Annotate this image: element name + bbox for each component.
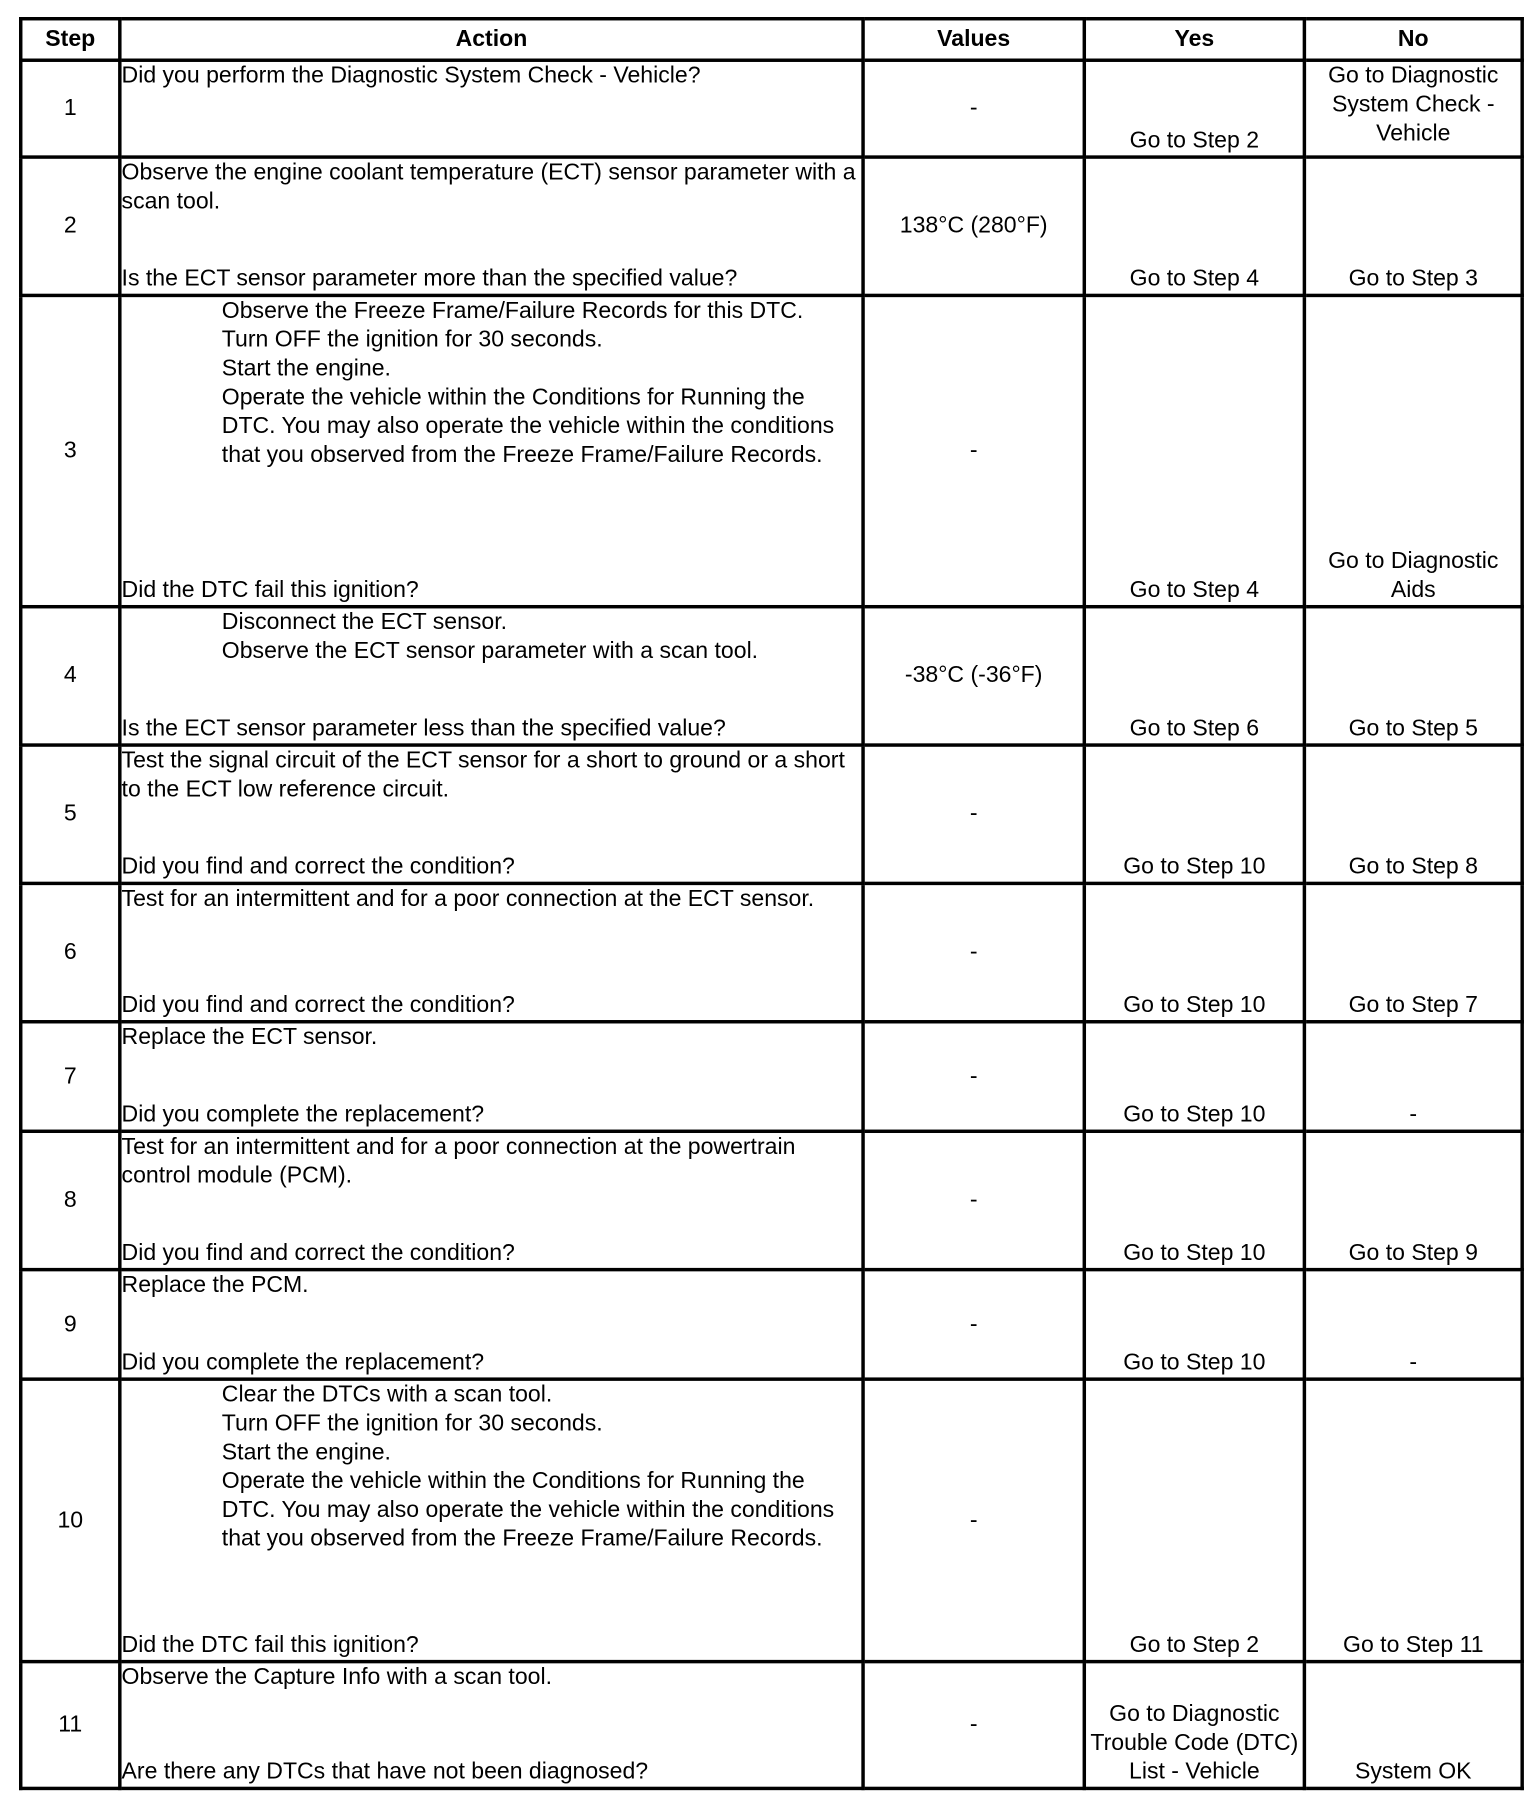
action-instructions	[122, 1133, 862, 1191]
action-question: Did you find and correct the condition?	[121, 854, 515, 880]
action-content	[122, 1133, 862, 1268]
value-cell: -	[863, 1379, 1084, 1661]
header-yes: Yes	[1084, 19, 1304, 61]
action-question: Did the DTC fail this ignition?	[121, 577, 419, 603]
yes-cell: Go to Step 2	[1084, 1379, 1304, 1661]
step-number: 5	[21, 745, 120, 883]
action-content	[122, 1271, 862, 1377]
step-number: 2	[21, 157, 120, 295]
value-cell: -	[863, 1022, 1084, 1132]
action-instruction-line: Observe the Capture Info with a scan tool.	[121, 1664, 552, 1690]
step-number: 9	[21, 1270, 120, 1380]
diagnostic-table	[19, 17, 1524, 1790]
action-cell	[120, 745, 863, 883]
action-cell	[120, 1270, 863, 1380]
action-instructions	[122, 1271, 862, 1300]
step-number: 10	[21, 1379, 120, 1661]
action-question: Is the ECT sensor parameter less than the specified value?	[121, 715, 726, 742]
table-row	[21, 1379, 1522, 1661]
action-question: Did you complete the replacement?	[121, 1101, 485, 1128]
value-cell: -	[863, 745, 1084, 883]
no-cell: Go to Diagnostic Aids	[1304, 295, 1522, 606]
header-step: Step	[21, 19, 120, 61]
action-content	[122, 885, 862, 1020]
header-no: No	[1304, 19, 1522, 61]
table-row	[21, 60, 1522, 157]
action-cell	[120, 607, 863, 745]
action-question: Did you find and correct the condition?	[121, 1240, 515, 1266]
table-header	[21, 19, 1522, 61]
action-cell	[120, 1662, 863, 1789]
action-instruction-line: Test the signal circuit of the ECT sensor for a short to ground or a short to the ECT low reference circuit.	[121, 747, 845, 803]
action-question: Did you complete the replacement?	[121, 1349, 485, 1376]
table-row	[21, 1022, 1522, 1132]
value-cell: -	[863, 60, 1084, 157]
table-row	[21, 295, 1522, 606]
action-instructions	[122, 159, 862, 217]
table-row	[21, 157, 1522, 295]
action-content	[122, 159, 862, 294]
yes-cell: Go to Step 10	[1084, 883, 1304, 1021]
step-number: 7	[21, 1022, 120, 1132]
action-cell	[120, 295, 863, 606]
action-content	[122, 1663, 862, 1786]
action-instruction-line: Clear the DTCs with a scan tool.	[221, 1382, 553, 1408]
no-cell: Go to Step 8	[1304, 745, 1522, 883]
yes-cell: Go to Step 4	[1084, 295, 1304, 606]
no-cell: -	[1304, 1022, 1522, 1132]
step-number: 4	[21, 607, 120, 745]
action-cell	[120, 60, 863, 157]
step-number: 3	[21, 295, 120, 606]
table-row	[21, 745, 1522, 883]
yes-cell: Go to Diagnostic Trouble Code (DTC) List - Vehicle	[1084, 1662, 1304, 1789]
action-instruction-line: Replace the PCM.	[121, 1272, 309, 1298]
no-cell: Go to Step 5	[1304, 607, 1522, 745]
page	[19, 17, 1536, 1790]
yes-cell: Go to Step 10	[1084, 1270, 1304, 1380]
yes-cell: Go to Step 10	[1084, 1022, 1304, 1132]
value-cell: -38°C (-36°F)	[863, 607, 1084, 745]
action-instructions	[122, 1663, 862, 1692]
step-number: 11	[21, 1662, 120, 1789]
header-action: Action	[120, 19, 863, 61]
action-instruction-line: Disconnect the ECT sensor.	[221, 609, 508, 635]
yes-cell: Go to Step 2	[1084, 60, 1304, 157]
action-instructions	[122, 608, 862, 666]
action-instructions	[122, 885, 862, 914]
value-cell: -	[863, 1662, 1084, 1789]
no-cell: Go to Step 11	[1304, 1379, 1522, 1661]
table-row	[21, 1131, 1522, 1269]
no-cell: Go to Step 3	[1304, 157, 1522, 295]
step-number: 1	[21, 60, 120, 157]
action-question: Did the DTC fail this ignition?	[121, 1632, 419, 1658]
step-number: 6	[21, 883, 120, 1021]
action-instruction-line: Test for an intermittent and for a poor connection at the ECT sensor.	[121, 886, 815, 912]
table-row	[21, 883, 1522, 1021]
action-instruction-line: Start the engine.	[221, 1439, 391, 1466]
action-instruction-line: Replace the ECT sensor.	[121, 1024, 378, 1050]
action-instruction-line: Start the engine.	[221, 355, 391, 382]
action-instruction-line: Operate the vehicle within the Conditions for Running the DTC. You may also operate the vehicle within the conditions that you observed from the Freeze Frame/Failure Records.	[221, 384, 835, 468]
action-instruction-line: Observe the ECT sensor parameter with a scan tool.	[221, 638, 759, 664]
header-row	[21, 19, 1522, 61]
value-cell: -	[863, 1270, 1084, 1380]
action-cell	[120, 883, 863, 1021]
value-cell: -	[863, 1131, 1084, 1269]
value-cell: -	[863, 883, 1084, 1021]
yes-cell: Go to Step 6	[1084, 607, 1304, 745]
action-cell	[120, 1379, 863, 1661]
action-instructions	[122, 297, 862, 470]
action-instruction-line: Test for an intermittent and for a poor connection at the powertrain control module (PCM).	[121, 1134, 796, 1189]
no-cell: -	[1304, 1270, 1522, 1380]
action-instructions	[122, 747, 862, 805]
action-instruction-line: Did you perform the Diagnostic System Check - Vehicle?	[121, 63, 701, 89]
action-content	[122, 297, 862, 605]
action-question: Is the ECT sensor parameter more than the specified value?	[121, 266, 738, 292]
yes-cell: Go to Step 4	[1084, 157, 1304, 295]
action-instructions	[122, 1381, 862, 1554]
action-content	[122, 1381, 862, 1660]
action-instruction-line: Operate the vehicle within the Conditions for Running the DTC. You may also operate the vehicle within the conditions that you observed from the Freeze Frame/Failure Records.	[221, 1468, 835, 1552]
no-cell: Go to Diagnostic System Check - Vehicle	[1304, 60, 1522, 157]
table-row	[21, 607, 1522, 745]
action-cell	[120, 1131, 863, 1269]
table-body	[21, 60, 1522, 1788]
action-question: Did you find and correct the condition?	[121, 992, 515, 1018]
no-cell: System OK	[1304, 1662, 1522, 1789]
no-cell: Go to Step 7	[1304, 883, 1522, 1021]
no-cell: Go to Step 9	[1304, 1131, 1522, 1269]
action-content	[122, 62, 862, 155]
yes-cell: Go to Step 10	[1084, 1131, 1304, 1269]
action-content	[122, 747, 862, 882]
header-values: Values	[863, 19, 1084, 61]
action-instruction-line: Turn OFF the ignition for 30 seconds.	[221, 327, 603, 353]
action-instruction-line: Turn OFF the ignition for 30 seconds.	[221, 1410, 603, 1437]
action-instructions	[122, 1023, 862, 1052]
table-row	[21, 1270, 1522, 1380]
action-instruction-line: Observe the Freeze Frame/Failure Records for this DTC.	[221, 298, 804, 324]
action-question: Are there any DTCs that have not been diagnosed?	[121, 1759, 649, 1785]
value-cell: -	[863, 295, 1084, 606]
value-cell: 138°C (280°F)	[863, 157, 1084, 295]
action-cell	[120, 157, 863, 295]
action-instructions	[122, 62, 862, 91]
action-cell	[120, 1022, 863, 1132]
yes-cell: Go to Step 10	[1084, 745, 1304, 883]
step-number: 8	[21, 1131, 120, 1269]
table-row	[21, 1662, 1522, 1789]
action-instruction-line: Observe the engine coolant temperature (ECT) sensor parameter with a scan tool.	[121, 159, 856, 215]
action-content	[122, 608, 862, 743]
action-content	[122, 1023, 862, 1129]
